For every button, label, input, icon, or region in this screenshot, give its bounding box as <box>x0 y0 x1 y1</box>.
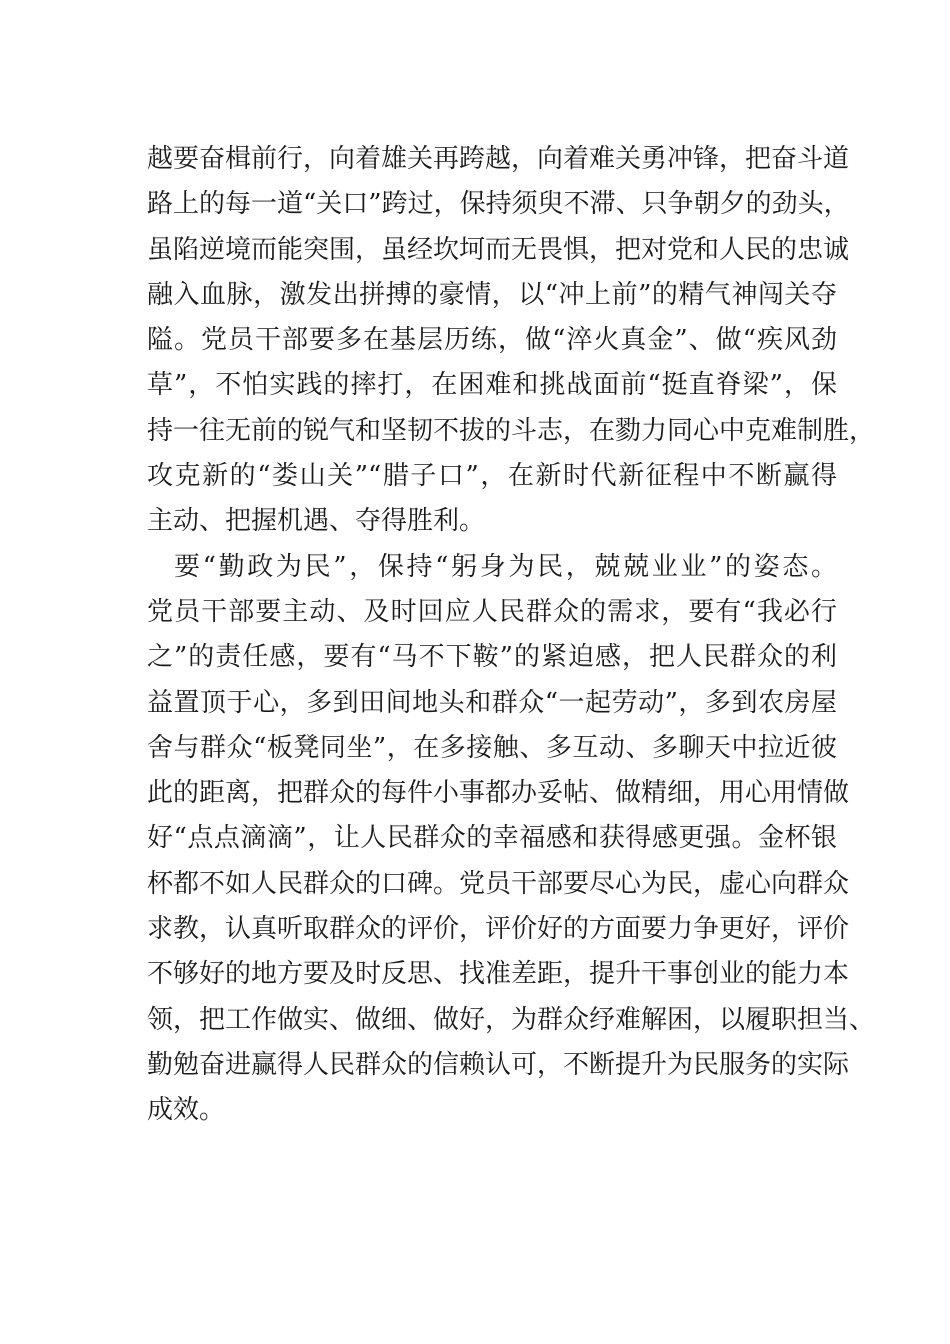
text-line: 越要奋楫前行，向着雄关再跨越，向着难关勇冲锋，把奋斗道 <box>147 144 850 174</box>
text-line: 不够好的地方要及时反思、找准差距，提升干事创业的能力本 <box>147 959 850 990</box>
text-line: 要“勤政为民”，保持“躬身为民，兢兢业业”的姿态。 <box>174 551 837 582</box>
text-line: 杯都不如人民群众的口碑。党员干部要尽心为民，虚心向群众 <box>147 868 850 899</box>
paragraph-2 <box>147 545 876 1134</box>
text-line: 主动、把握机遇、夺得胜利。 <box>147 506 486 537</box>
text-line: 勤勉奋进赢得人民群众的信赖认可，不断提升为民服务的实际 <box>147 1049 850 1080</box>
text-line: 好“点点滴滴”，让人民群众的幸福感和获得感更强。金杯银 <box>147 823 837 854</box>
text-line: 党员干部要主动、及时回应人民群众的需求，要有“我必行 <box>147 596 837 627</box>
text-line: 益置顶于心，多到田间地头和群众“一起劳动”，多到农房屋 <box>147 687 837 718</box>
text-line: 虽陷逆境而能突围，虽经坎坷而无畏惧，把对党和人民的忠诚 <box>147 234 850 265</box>
text-line: 攻克新的“娄山关”“腊子口”，在新时代新征程中不断赢得 <box>147 461 837 492</box>
text-line: 之”的责任感，要有“马不下鞍”的紧迫感，把人民群众的利 <box>147 642 837 673</box>
text-line: 草”，不怕实践的摔打，在困难和挑战面前“挺直脊梁”，保 <box>147 370 837 401</box>
text-line: 路上的每一道“关口”跨过，保持须臾不滞、只争朝夕的劲头， <box>147 189 850 220</box>
text-line: 舍与群众“板凳同坐”，在多接触、多互动、多聊天中拉近彼 <box>147 732 837 763</box>
text-line: 求教，认真听取群众的评价，评价好的方面要力争更好，评价 <box>147 914 850 945</box>
text-line: 隘。党员干部要多在基层历练，做“淬火真金”、做“疾风劲 <box>147 325 837 356</box>
paragraph-1 <box>147 137 876 545</box>
text-line: 领，把工作做实、做细、做好，为群众纾难解困，以履职担当、 <box>147 1004 876 1035</box>
text-line: 成效。 <box>147 1095 226 1126</box>
text-line: 此的距离，把群众的每件小事都办妥帖、做精细，用心用情做 <box>147 778 850 809</box>
body-text <box>147 137 876 1134</box>
text-line: 持一往无前的锐气和坚韧不拔的斗志，在勠力同心中克难制胜， <box>147 415 876 446</box>
text-line: 融入血脉，激发出拼搏的豪情，以“冲上前”的精气神闯关夺 <box>147 279 837 310</box>
